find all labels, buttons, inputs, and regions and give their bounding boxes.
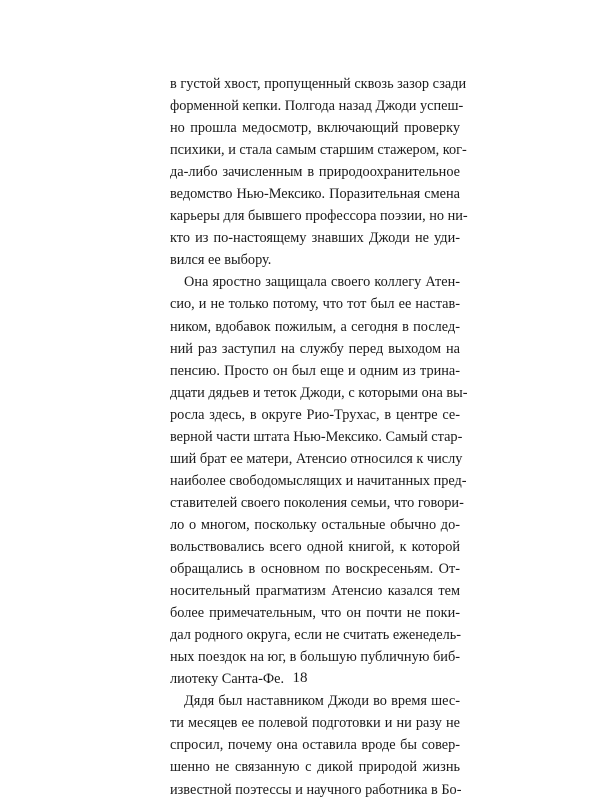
text-line: карьеры для бывшего профессора поэзии, но ни-	[170, 208, 468, 225]
text-line: сио, и не только потому, что тот был ее настав-	[170, 296, 460, 313]
text-line: вился ее выбору.	[170, 252, 272, 269]
text-line: верной части штата Нью-Мексико. Самый стар-	[170, 428, 463, 445]
text-line: ником, вдобавок пожилым, а сегодня в послед-	[170, 318, 460, 335]
text-line: ший брат ее матери, Атенсио относился к числу	[170, 450, 463, 467]
text-line: дцати дядьев и теток Джоди, с которыми она вы-	[170, 384, 468, 401]
text-line: ных поездок на юг, в большую публичную биб-	[170, 649, 460, 666]
text-line: известной поэтессы и научного работника в Бо-	[170, 781, 462, 798]
text-line: носительный прагматизм Атенсио казался тем	[170, 583, 460, 600]
body-text	[170, 73, 468, 801]
text-line: более примечательным, что он почти не поки-	[170, 605, 460, 622]
text-line: психики, и стала самым старшим стажером, ког-	[170, 142, 467, 159]
text-line: шенно не связанную с дикой природой жизнь	[170, 759, 460, 776]
page-number: 18	[292, 670, 308, 686]
text-line: ти месяцев ее полевой подготовки и ни разу не	[170, 715, 460, 732]
text-line: дал родного округа, если не считать еженедель-	[170, 627, 462, 644]
text-line: спросил, почему она оставила вроде бы совер-	[170, 737, 460, 754]
text-line: кто из по-настоящему знавших Джоди не уди-	[170, 230, 460, 247]
text-line: наиболее свободомыслящих и начитанных пред-	[170, 472, 467, 489]
text-line: обращались в основном по воскресеньям. От-	[170, 561, 460, 578]
text-line: Она яростно защищала своего коллегу Атен-	[184, 274, 460, 291]
text-line: форменной кепки. Полгода назад Джоди успеш-	[170, 98, 464, 115]
text-line: пенсию. Просто он был еще и одним из трина-	[170, 362, 460, 379]
text-line: росла здесь, в округе Рио-Трухас, в центре се-	[170, 406, 460, 423]
text-line: но прошла медосмотр, включающий проверку	[170, 120, 460, 137]
text-line: Дядя был наставником Джоди во время шес-	[184, 693, 460, 710]
text-line: ний раз заступил на службу перед выходом на	[170, 340, 460, 357]
text-lines	[170, 73, 468, 801]
text-line: ведомство Нью-Мексико. Поразительная смена	[170, 186, 460, 203]
text-line: вольствовались всего одной книгой, к которой	[170, 538, 460, 555]
text-line: да-либо зачисленным в природоохранительное	[170, 164, 460, 181]
text-line: лиотеку Санта-Фе.	[170, 671, 285, 688]
text-line: ставителей своего поколения семьи, что говори-	[170, 494, 464, 511]
text-line: в густой хвост, пропущенный сквозь зазор сзади	[170, 76, 467, 92]
text-line: ло о многом, поскольку остальные обычно до-	[170, 516, 460, 533]
